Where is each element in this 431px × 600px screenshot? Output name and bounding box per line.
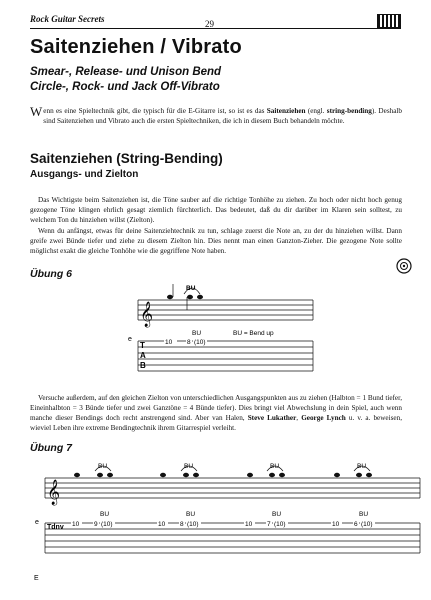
subtitle-1: Smear-, Release- und Unison Bend [30,66,222,78]
note [167,295,173,299]
tab-group [331,520,375,528]
svg-text:(10): (10) [187,521,199,528]
note [187,295,193,299]
subtitle-2: Circle-, Rock- und Jack Off-Vibrato [30,81,220,93]
tab-group [157,520,201,528]
publisher-logo [377,14,401,28]
paragraph-3: Versuche außerdem, auf den gleichen Zielton von unterschiedlichen Ausgangspunkten aus zu ziehen (Halbton = 1 Bund tiefer, Eineinhalbton = 3 Bünde tiefer und zwei Ganztöne = 4 Bünde tiefer). Dies bringt viel Abwechslung in dein Spiel, auch wenn manche dieser Bendings doch recht anstrengend sind. Aber van Halen, Steve Lukather, George Lynch u. v. a. beweisen, wieviel Leben ihre extreme Bendingtechnik ihrem Gitarrespiel verleiht. [30,394,403,432]
svg-text:(10): (10) [101,521,113,528]
string-label-e: e [128,336,132,343]
treble-clef-icon: 𝄞 [140,301,154,326]
exercise-6-notation [0,284,431,380]
svg-text:10: 10 [332,521,340,528]
bu-legend: BU = Bend up [233,330,274,337]
bu-marker: BU [186,511,196,518]
notation-group [74,466,113,477]
notation-group [247,466,285,477]
exercise-7-label: Übung 7 [30,442,72,454]
tab-fret: 8 [187,339,191,346]
book-title: Rock Guitar Secrets [30,14,105,24]
bu-marker: BU [192,330,202,337]
tab-group [244,520,288,528]
section-subtitle: Ausgangs- und Zielton [30,169,139,180]
paragraph-2: Wenn du anfängst, etwas für deine Saitenziehtechnik zu tun, schlage zuerst die Note an, zu der du hinziehen willst. Dann greife zwei Bünde tiefer und ziehe zu diesem Zielton hin. Dies nennt man einen Ganzton-Zieher. Die gezogene Note sollte möglichst exakt die gleiche Tonhöhe wie die gegriffene Note haben. [30,227,402,255]
dropcap: W [30,104,43,119]
bu-marker: BU [359,511,369,518]
svg-text:10: 10 [158,521,166,528]
note [197,295,203,299]
page-title: Saitenziehen / Vibrato [30,36,242,58]
cd-track-icon [396,258,412,274]
tab-label: Tdnv [47,524,64,531]
svg-text:10: 10 [245,521,253,528]
bu-marker: BU [272,511,282,518]
bu-marker: BU [357,463,367,470]
bu-marker: BU [186,285,196,292]
tab-letter-t: T [140,341,145,350]
svg-text:7: 7 [267,521,271,528]
svg-text:9: 9 [94,521,98,528]
exercise-6-label: Übung 6 [30,268,72,280]
paragraph-1: Das Wichtigste beim Saitenziehen ist, die Töne sauber auf die richtige Tonhöhe zu ziehen. Zu hoch oder nicht hoch genug gezogene Töne klingen ehrlich gesagt ziemlich fürchterlich. Das bedeutet, daß du dir darüber im Klaren sein solltest, zu welchem Ton du hinziehen willst (Zielton). [30,196,402,224]
bu-marker: BU [100,511,110,518]
string-label-E: E [34,575,39,582]
tab-letter-b: B [140,361,146,370]
tab-fret: 10 [165,339,173,346]
exercise-7-notation [0,458,431,586]
section-title: Saitenziehen (String-Bending) [30,151,223,166]
header-rule [30,28,401,29]
notation-group [160,466,199,477]
bu-marker: BU [98,463,108,470]
bu-marker: BU [270,463,280,470]
treble-clef-icon: 𝄞 [47,479,61,504]
tab-letter-a: A [140,351,146,360]
svg-text:8: 8 [180,521,184,528]
notation-group [334,466,372,477]
svg-text:6: 6 [354,521,358,528]
tab-fret: (10) [194,339,206,346]
intro-paragraph: Wenn es eine Spieltechnik gibt, die typisch für die E-Gitarre ist, so ist es das Saitenziehen (engl. string-bending). Deshalb sind Saitenziehen und Vibrato auch die ersten Spieltechniken, die ich in diesem Buch behandeln möchte. [30,104,402,125]
tab-group [71,520,115,528]
string-label-e: e [35,519,39,526]
page-number: 29 [205,19,214,29]
svg-text:(10): (10) [274,521,286,528]
svg-text:(10): (10) [361,521,373,528]
bu-marker: BU [184,463,194,470]
svg-text:10: 10 [72,521,80,528]
